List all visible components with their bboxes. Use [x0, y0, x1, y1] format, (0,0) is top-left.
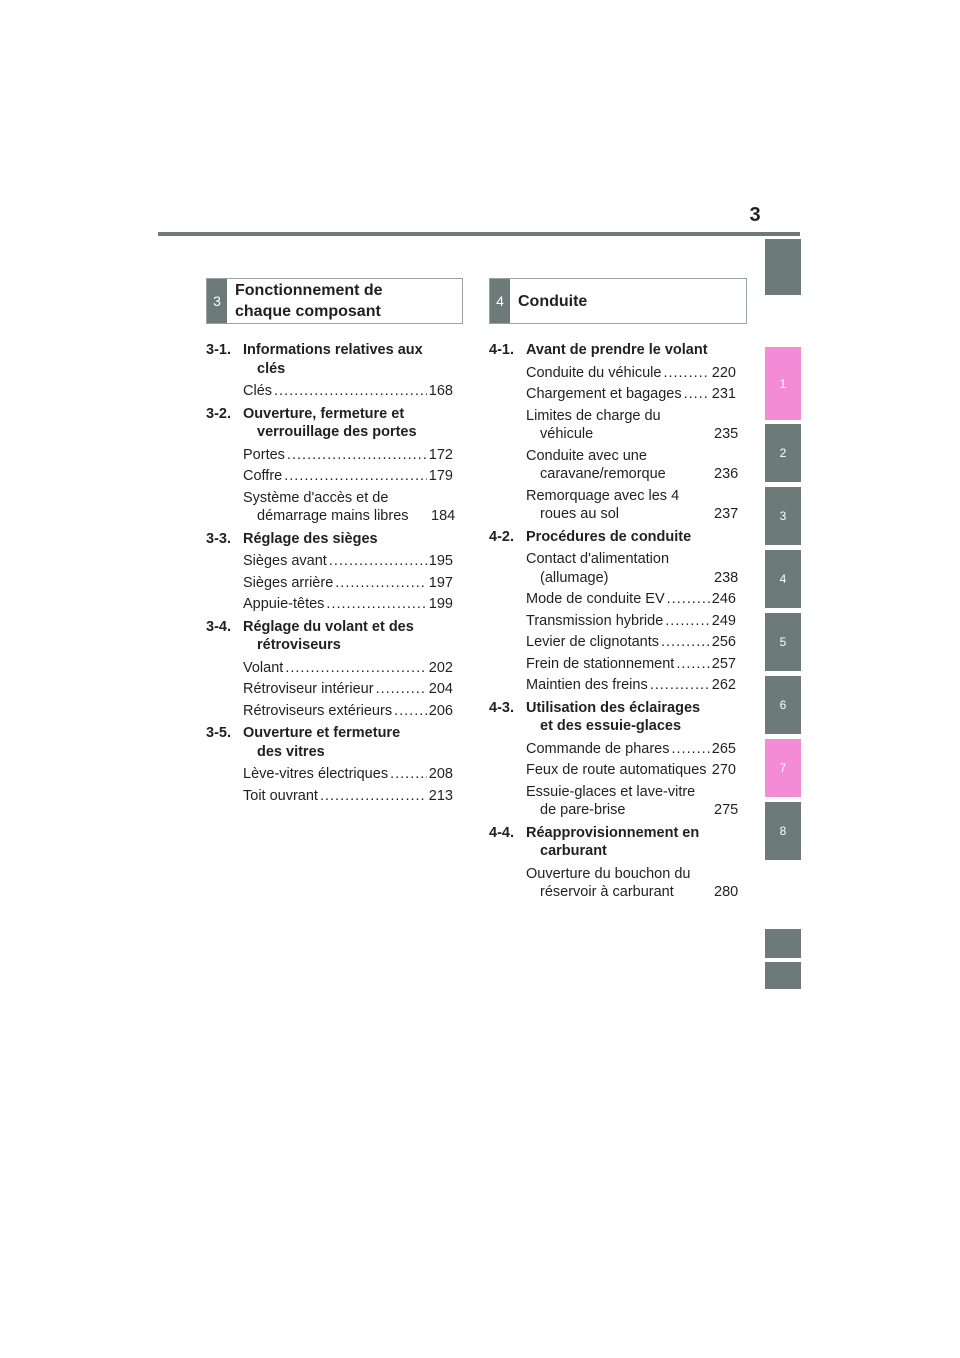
toc-entry[interactable]	[526, 407, 739, 444]
toc-entry-label: Appuie-têtes	[243, 596, 325, 612]
section-title: Conduite	[518, 292, 588, 310]
toc-group-label: Ouverture et fermeture des vitres	[243, 725, 401, 760]
toc-entry-label: Transmission hybride	[526, 612, 664, 629]
toc-group-number: 4-1.	[489, 342, 514, 358]
toc-entry[interactable]	[526, 865, 739, 902]
toc-entry-page: 238	[714, 569, 739, 586]
toc-entry-page: 213	[428, 787, 453, 804]
toc-entry-page: 270	[711, 762, 736, 778]
toc-entry-page: 256	[711, 634, 736, 650]
toc-group-number: 3-2.	[206, 405, 231, 422]
dot-leader	[665, 612, 710, 631]
toc-group	[206, 724, 453, 805]
dot-leader	[329, 552, 427, 571]
toc-entry-label: Mode de conduite EV	[526, 591, 665, 607]
page-number: 3	[749, 204, 761, 226]
dot-leader	[335, 574, 427, 593]
dot-leader	[326, 595, 426, 614]
dot-leader	[650, 676, 710, 695]
toc-entry[interactable]	[526, 447, 739, 484]
toc-entry[interactable]	[526, 364, 736, 383]
dot-leader	[671, 740, 709, 759]
toc-entry-label: Maintien des freins	[526, 677, 648, 693]
side-tab-7[interactable]: 7	[765, 739, 801, 797]
dot-leader	[320, 787, 427, 806]
toc-group-number: 3-5.	[206, 725, 231, 741]
toc-entry[interactable]	[243, 574, 453, 593]
dot-leader	[285, 659, 426, 678]
toc-entry[interactable]	[526, 487, 739, 524]
toc-group-title[interactable]	[489, 341, 736, 360]
toc-entry-page: 231	[711, 386, 736, 402]
toc-entry-page: 179	[428, 468, 453, 484]
toc-entry[interactable]	[526, 633, 736, 652]
toc-entry-label: Chargement et bagages	[526, 386, 682, 402]
dot-leader	[284, 467, 427, 486]
toc-group	[489, 341, 739, 524]
side-tab-1[interactable]: 1	[765, 347, 801, 420]
side-tab-8[interactable]: 8	[765, 802, 801, 860]
toc-entry-page: 184	[431, 508, 456, 524]
header-rule	[158, 232, 800, 236]
toc-entry-page: 280	[714, 884, 739, 900]
toc-entry-label: Levier de clignotants	[526, 634, 659, 650]
toc-group-label: Procédures de conduite	[526, 528, 692, 545]
dot-leader	[274, 382, 427, 401]
dot-leader	[709, 761, 710, 780]
toc-entry-page: 202	[428, 659, 453, 676]
toc-entry[interactable]	[243, 489, 456, 526]
toc-entry-label: Remorquage avec les 4 roues au sol	[526, 487, 680, 522]
toc-entry-label: Rétroviseur intérieur	[243, 681, 374, 697]
toc-group-number: 4-2.	[489, 528, 514, 545]
toc-entry-page: 275	[714, 802, 739, 818]
toc-entry[interactable]	[243, 595, 453, 614]
toc-entry-label: Toit ouvrant	[243, 787, 318, 804]
toc-entry[interactable]	[243, 382, 453, 401]
toc-entry-page: 197	[428, 574, 453, 591]
toc-entry-label: Frein de stationnement	[526, 655, 675, 672]
side-tab-3[interactable]: 3	[765, 487, 801, 545]
toc-entry[interactable]	[243, 680, 453, 699]
toc-entry-label: Sièges arrière	[243, 574, 334, 591]
dot-leader	[287, 446, 427, 465]
toc-group-number: 3-3.	[206, 530, 231, 547]
toc-group-label: Informations relatives aux clés	[243, 342, 423, 377]
toc-entry-label: Portes	[243, 446, 285, 463]
toc-entry-page: 204	[428, 681, 453, 697]
toc-column-right	[489, 341, 739, 906]
toc-group	[206, 405, 456, 526]
toc-group	[489, 699, 739, 820]
toc-entry[interactable]	[243, 467, 453, 486]
toc-entry[interactable]	[526, 550, 739, 587]
toc-entry-page: 237	[714, 506, 739, 522]
toc-group-number: 3-1.	[206, 342, 231, 358]
toc-group-label: Utilisation des éclairages et des essuie-glaces	[526, 699, 701, 734]
toc-group-title[interactable]	[206, 530, 453, 549]
toc-group	[206, 341, 453, 401]
dot-leader	[684, 385, 710, 404]
dot-leader	[663, 364, 709, 383]
toc-entry[interactable]	[526, 590, 736, 609]
toc-group-title[interactable]	[489, 528, 736, 547]
toc-entry[interactable]	[526, 761, 736, 780]
toc-group-label: Réglage du volant et des rétroviseurs	[243, 618, 414, 653]
toc-group-label: Réglage des sièges	[243, 530, 378, 547]
side-tab-2[interactable]: 2	[765, 424, 801, 482]
toc-entry-page: 236	[714, 466, 739, 482]
toc-entry[interactable]	[526, 655, 736, 674]
toc-entry-label: Volant	[243, 659, 284, 676]
toc-entry-page: 235	[714, 426, 739, 442]
toc-entry-page: 208	[428, 766, 453, 782]
toc-entry-page: 195	[428, 553, 453, 569]
toc-entry-label: Clés	[243, 383, 273, 399]
toc-entry-label: Lève-vitres électriques	[243, 766, 389, 782]
toc-entry[interactable]	[526, 783, 739, 820]
toc-entry[interactable]	[243, 552, 453, 571]
dot-leader	[676, 655, 709, 674]
section-header-4	[489, 278, 747, 324]
toc-group-title[interactable]	[206, 341, 453, 378]
toc-entry-label: Conduite avec une caravane/remorque	[526, 447, 666, 482]
toc-group-title[interactable]	[206, 618, 453, 655]
toc-entry[interactable]	[243, 446, 453, 465]
side-tab-blank-b	[765, 962, 801, 989]
toc-entry-page: 262	[711, 677, 736, 693]
toc-group	[489, 824, 739, 902]
toc-group	[206, 530, 453, 614]
section-header-3	[206, 278, 463, 324]
toc-entry[interactable]	[526, 740, 736, 759]
dot-leader	[661, 633, 710, 652]
toc-entry-page: 172	[428, 446, 453, 463]
toc-entry-page: 246	[711, 591, 736, 607]
section-number: 4	[490, 279, 510, 323]
toc-group-number: 4-4.	[489, 824, 514, 841]
toc-entry[interactable]	[243, 702, 453, 721]
dot-leader	[667, 590, 710, 609]
toc-column-left	[206, 341, 456, 809]
toc-group	[206, 618, 453, 721]
toc-entry-page: 199	[428, 596, 453, 612]
toc-group-title[interactable]	[489, 824, 736, 861]
toc-entry-label: Coffre	[243, 468, 283, 484]
section-number: 3	[207, 279, 227, 323]
dot-leader	[376, 680, 427, 699]
toc-group-label: Ouverture, fermeture et verrouillage des portes	[243, 405, 417, 440]
side-tab-blank-top	[765, 239, 801, 295]
toc-group-number: 4-3.	[489, 699, 514, 716]
side-tab-6[interactable]: 6	[765, 676, 801, 734]
side-tab-5[interactable]: 5	[765, 613, 801, 671]
toc-entry[interactable]	[243, 659, 453, 678]
toc-entry-page: 206	[428, 702, 453, 719]
toc-group-label: Réapprovisionnement en carburant	[526, 824, 700, 859]
toc-entry-label: Contact d'alimentation (allumage)	[526, 551, 670, 586]
toc-entry-label: Commande de phares	[526, 740, 670, 757]
toc-entry-label: Essuie-glaces et lave-vitre de pare-brise	[526, 783, 696, 818]
toc-entry[interactable]	[526, 385, 736, 404]
toc-group-title[interactable]	[206, 724, 453, 761]
toc-entry-label: Système d'accès et de démarrage mains libres	[243, 489, 409, 524]
toc-entry-label: Ouverture du bouchon du réservoir à carburant	[526, 865, 691, 900]
toc-entry-page: 265	[711, 740, 736, 757]
side-tab-4[interactable]: 4	[765, 550, 801, 608]
toc-group-title[interactable]	[206, 405, 453, 442]
toc-group-label: Avant de prendre le volant	[526, 342, 708, 358]
toc-group-title[interactable]	[489, 699, 736, 736]
section-title: Fonctionnement de chaque composant	[235, 282, 383, 320]
dot-leader	[390, 765, 427, 784]
toc-group-number: 3-4.	[206, 618, 231, 635]
toc-entry-label: Sièges avant	[243, 553, 327, 569]
side-tab-blank-a	[765, 929, 801, 958]
toc-entry-page: 249	[711, 612, 736, 629]
toc-entry-label: Rétroviseurs extérieurs	[243, 702, 393, 719]
toc-entry[interactable]	[526, 612, 736, 631]
toc-entry[interactable]	[526, 676, 736, 695]
dot-leader	[394, 702, 427, 721]
toc-entry[interactable]	[243, 787, 453, 806]
toc-entry[interactable]	[243, 765, 453, 784]
toc-group	[489, 528, 739, 695]
toc-entry-page: 220	[711, 364, 736, 381]
toc-entry-label: Limites de charge du véhicule	[526, 407, 661, 442]
toc-entry-page: 257	[711, 655, 736, 672]
toc-entry-label: Feux de route automatiques	[526, 762, 707, 778]
toc-entry-label: Conduite du véhicule	[526, 364, 662, 381]
toc-entry-page: 168	[428, 383, 453, 399]
